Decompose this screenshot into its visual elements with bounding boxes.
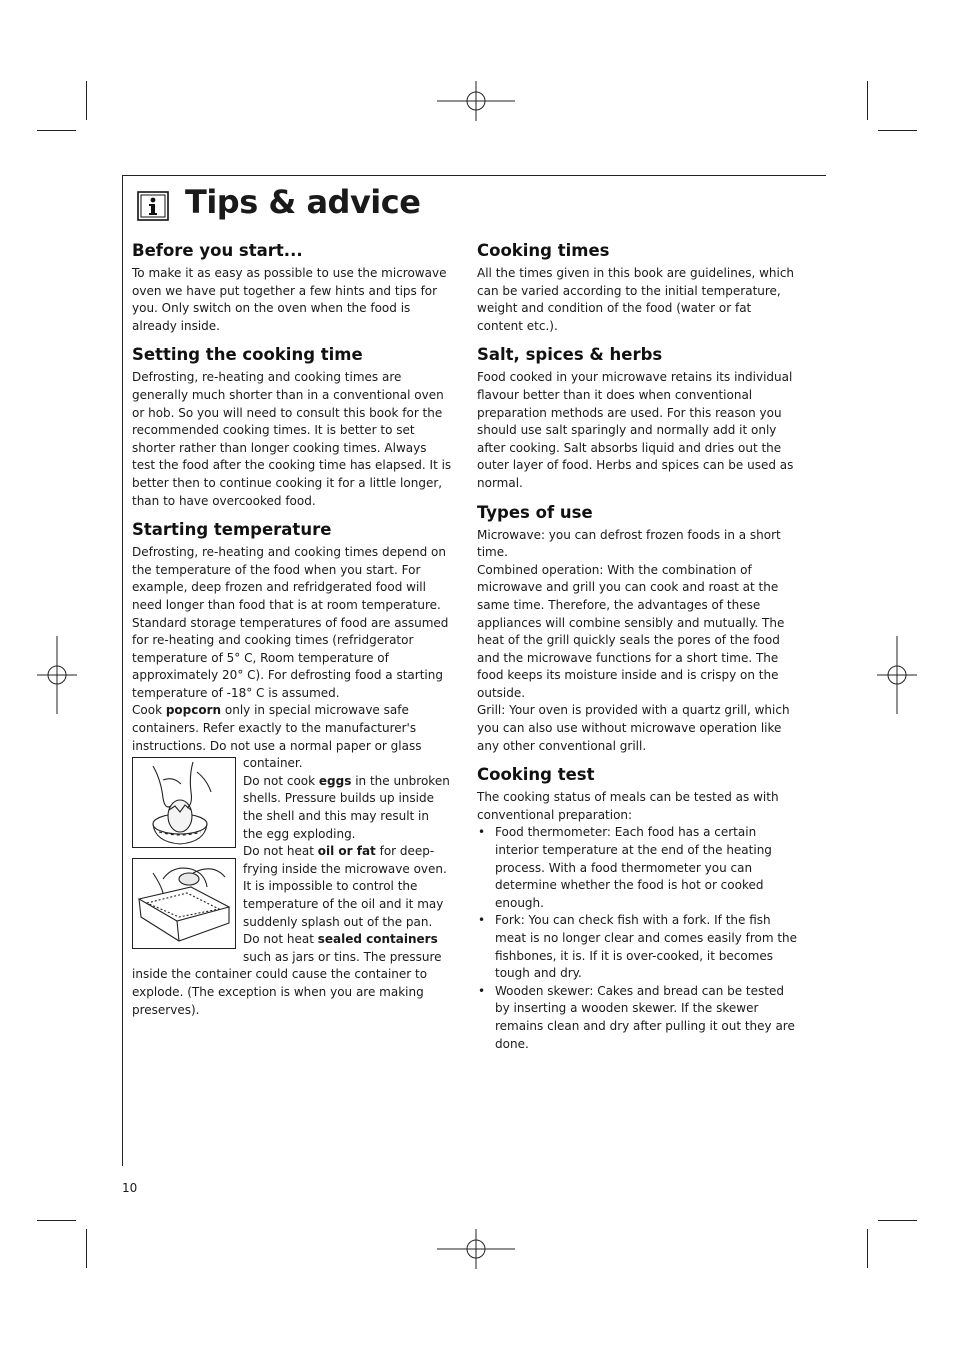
section-heading: Setting the cooking time	[132, 345, 363, 365]
section-before-you-start	[132, 239, 452, 335]
oil-paragraph: Do not heat oil or fat for deep-frying inside the microwave oven. It is impossible to control the temperature of the oil and it may suddenly splash out of the pan.	[243, 844, 447, 929]
page-number: 10	[122, 1181, 138, 1195]
section-cooking-times	[477, 239, 799, 335]
illustration-block	[132, 755, 452, 1019]
section-starting-temperature	[132, 518, 452, 1019]
microwave-text: Microwave: you can defrost frozen foods in a short time.	[477, 527, 781, 560]
registration-mark-left	[37, 636, 77, 714]
eggs-emphasis: eggs	[318, 773, 352, 788]
crop-mark	[37, 1220, 76, 1221]
section-heading: Types of use	[477, 502, 593, 522]
registration-mark-right	[877, 636, 917, 714]
crop-mark	[878, 130, 917, 131]
bullet: •	[478, 825, 486, 840]
crop-mark	[867, 81, 868, 120]
section-text: Defrosting, re-heating and cooking times depend on the temperature of the food when you start. For example, deep frozen and refridgerated food will need longer than food that is at room temperature. Standard storage temperatures of food are assumed for re-heating and cooking times (refridgerator temperature of 5° C, Room temperature of approximately 20° C). For defrosting food a starting temperature of -18° C is assumed.	[132, 545, 449, 700]
section-text: Defrosting, re-heating and cooking times are generally much shorter than in a conventional oven or hob. So you will need to consult this book for the recommended cooking times. It is better to set shorter rather than longer cooking times. Always test the food after the cooking time has elapsed. It is better then to continue cooking it for a little longer, than to have overcooked food.	[132, 370, 452, 508]
section-text: The cooking status of meals can be tested as with conventional preparation:	[477, 790, 779, 822]
section-text: To make it as easy as possible to use the microwave oven we have put together a few hints and tips for you. Only switch on the oven when the food is already inside.	[132, 266, 447, 333]
test-method-list	[477, 824, 799, 1053]
frying-pan-illustration	[132, 858, 236, 949]
margin-rule	[122, 175, 123, 1166]
section-setting-cooking-time	[132, 343, 452, 510]
sealed-paragraph: Do not heat sealed containers such as jars or tins. The pressure inside the container could cause the container to explode. (The exception is when you are making preserves).	[132, 932, 442, 1017]
bullet: •	[478, 983, 486, 998]
crop-mark	[878, 1220, 917, 1221]
registration-mark-top	[437, 81, 515, 121]
container-line: container.	[243, 756, 303, 771]
crop-mark	[867, 1229, 868, 1268]
crop-mark	[86, 1229, 87, 1268]
section-text: Food cooked in your microwave retains its individual flavour better than it does when conventional preparation methods are used. For this reason you should use salt sparingly and normally add it only after cooking. Salt absorbs liquid and dries out the outer layer of food. Herbs and spices can be used as normal.	[477, 370, 794, 490]
section-salt-spices-herbs	[477, 343, 799, 492]
popcorn-paragraph: Cook popcorn only in special microwave safe containers. Refer exactly to the manufacturer's instructions. Do not use a normal paper or glass	[132, 703, 422, 753]
section-heading: Starting temperature	[132, 520, 332, 540]
grill-text: Grill: Your oven is provided with a quartz grill, which you can also use without microwave operation like any other conventional grill.	[477, 703, 790, 753]
registration-mark-bottom	[437, 1229, 515, 1269]
bullet: •	[478, 913, 486, 928]
left-column	[132, 239, 452, 1019]
popcorn-emphasis: popcorn	[165, 703, 222, 718]
page-title: Tips & advice	[185, 183, 421, 221]
section-heading: Cooking times	[477, 241, 610, 260]
header-rule	[122, 175, 826, 176]
section-cooking-test	[477, 763, 799, 1053]
list-item: • Fork: You can check fish with a fork. If the fish meat is no longer clear and comes easily from the fishbones, it is. If it is over-cooked, it becomes tough and dry.	[478, 913, 798, 981]
section-heading: Before you start...	[132, 241, 303, 260]
section-text: All the times given in this book are guidelines, which can be varied according to the initial temperature, weight and condition of the food (water or fat content etc.).	[477, 266, 795, 333]
list-item: • Food thermometer: Each food has a certain interior temperature at the end of the heating process. With a food thermometer you can determine whether the food is hot or cooked enough.	[478, 825, 772, 910]
oil-emphasis: oil or fat	[317, 844, 376, 859]
eggs-paragraph: Do not cook eggs in the unbroken shells. Pressure builds up inside the shell and this may result in the egg exploding.	[243, 773, 450, 841]
crop-mark	[86, 81, 87, 120]
list-item: • Wooden skewer: Cakes and bread can be tested by inserting a wooden skewer. If the skewer remains clean and dry after pulling it out they are done.	[478, 983, 795, 1051]
section-heading: Cooking test	[477, 765, 595, 785]
section-heading: Salt, spices & herbs	[477, 345, 663, 365]
crop-mark	[37, 130, 76, 131]
info-icon	[137, 191, 169, 221]
sealed-emphasis: sealed containers	[317, 932, 438, 947]
combined-text: Combined operation: With the combination of microwave and grill you can cook and roast at the same time. Therefore, the advantages of these appliances will combine sensibly and mutually. The heat of the grill quickly seals the pores of the food and the microwave functions for a short time. The food keeps its moisture inside and is crispy on the outside.	[477, 562, 785, 700]
egg-in-dish-illustration	[132, 757, 236, 848]
section-types-of-use	[477, 501, 799, 756]
right-column	[477, 239, 799, 1053]
